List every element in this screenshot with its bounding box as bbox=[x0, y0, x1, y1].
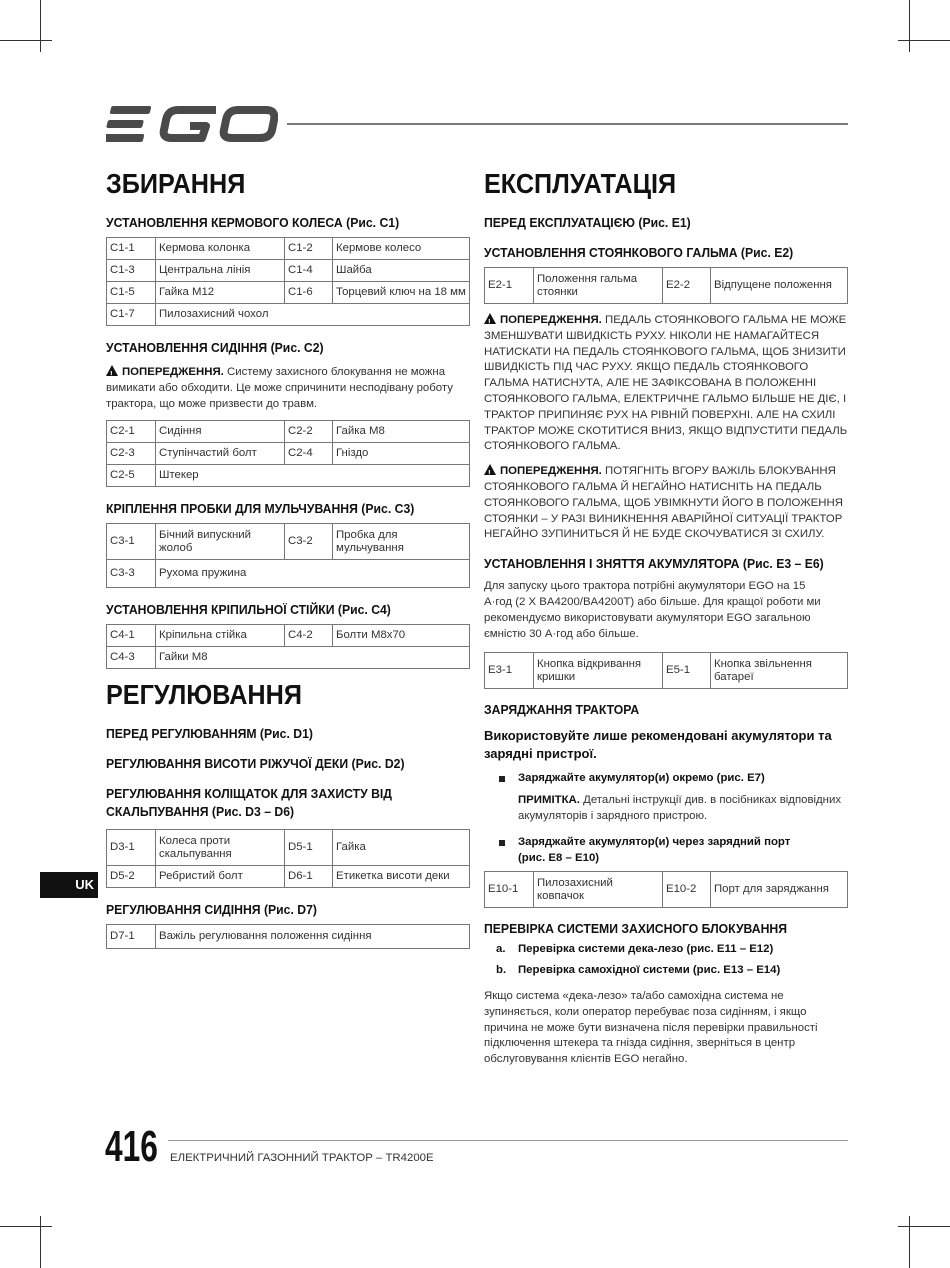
table-e3 bbox=[484, 652, 848, 689]
bullet-text: Заряджайте акумулятор(и) через зарядний порт bbox=[518, 835, 791, 848]
table-cell: Пилозахисний ковпачок bbox=[534, 872, 663, 908]
table-cell: E2-1 bbox=[485, 268, 534, 304]
table-cell: Шайба bbox=[333, 260, 470, 282]
footer-title: ЕЛЕКТРИЧНИЙ ГАЗОННИЙ ТРАКТОР – TR4200E bbox=[170, 1152, 434, 1164]
paragraph-safety-check: Якщо система «дека-лезо» та/або самохідна система не зупиняється, коли оператор перебуває поза сидінням, і якщо причина не може бути визначена після перевірки правильності підключення штекера та гнізда сидіння, зверніться в центр обслуговування клієнтів EGO негайно. bbox=[484, 989, 818, 1066]
heading-d3-line2: СКАЛЬПУВАННЯ (Рис. D3 – D6) bbox=[106, 804, 295, 820]
table-row bbox=[107, 421, 470, 443]
crop-mark bbox=[909, 0, 910, 52]
table-c4 bbox=[106, 624, 470, 669]
warning-text: ПОТЯГНІТЬ ВГОРУ ВАЖІЛЬ БЛОКУВАННЯ СТОЯНКОВОГО ГАЛЬМА Й НЕГАЙНО НАТИСНІТЬ НА ПЕДАЛЬ СТОЯНКОВОГО ГАЛЬМА, ЩОБ УВІМКНУТИ ЙОГО В ПОЛОЖЕННЯ СТОЯНКИ – У РАЗІ ВИНИКНЕННЯ АВАРІЙНОЇ СИТУАЦІЇ ТРАКТОР НЕГАЙНО ЗУПИНИТЬСЯ Й НЕ БУДЕ СКОЧУВАТИСЯ ЗІ СХИЛУ. bbox=[484, 465, 843, 541]
table-cell: D7-1 bbox=[107, 925, 156, 949]
table-cell: C4-3 bbox=[107, 647, 156, 669]
table-cell: C2-1 bbox=[107, 421, 156, 443]
warning-label: ПОПЕРЕДЖЕННЯ. bbox=[500, 314, 602, 326]
table-cell: Гайка M12 bbox=[156, 282, 285, 304]
table-cell: D6-1 bbox=[285, 866, 333, 888]
warning-icon bbox=[484, 464, 496, 475]
table-cell: Ступінчастий болт bbox=[156, 443, 285, 465]
table-cell: Кнопка відкривання кришки bbox=[534, 653, 663, 689]
table-cell: Кермова колонка bbox=[156, 238, 285, 260]
crop-mark bbox=[898, 1226, 950, 1227]
table-cell: Центральна лінія bbox=[156, 260, 285, 282]
paragraph-battery: Для запуску цього трактора потрібні акумулятори EGO на 15 А·год (2 X BA4200/BA4200T) або більше. Для кращої роботи ми рекомендуємо використовувати акумулятори EGO загальною ємністю 30 А·год або більше. bbox=[484, 580, 821, 640]
warning-c2 bbox=[106, 365, 470, 412]
table-cell: Гайки M8 bbox=[156, 647, 470, 669]
table-c2 bbox=[106, 420, 470, 487]
table-cell: E3-1 bbox=[485, 653, 534, 689]
section-title-operation: ЕКСПЛУАТАЦІЯ bbox=[484, 168, 677, 199]
table-cell: Гайка bbox=[333, 830, 470, 866]
table-cell: C3-3 bbox=[107, 560, 156, 588]
check-item-a bbox=[484, 942, 848, 958]
table-row bbox=[107, 647, 470, 669]
warning-text: Систему захисного блокування не можна вимикати або обходити. Це може спричинити несподівану роботу трактора, що може призвести до травм. bbox=[106, 366, 453, 410]
warning-label: ПОПЕРЕДЖЕННЯ. bbox=[122, 366, 224, 378]
table-cell: C3-2 bbox=[285, 524, 333, 560]
table-cell: D3-1 bbox=[107, 830, 156, 866]
table-row bbox=[107, 560, 470, 588]
table-cell: C2-3 bbox=[107, 443, 156, 465]
list-text: Перевірка самохідної системи (рис. E13 – E14) bbox=[518, 964, 781, 977]
table-row bbox=[107, 465, 470, 487]
table-cell: Гайка M8 bbox=[333, 421, 470, 443]
table-cell: Пробка для мульчування bbox=[333, 524, 470, 560]
table-cell: Пилозахисний чохол bbox=[156, 304, 470, 326]
heading-d7: РЕГУЛЮВАННЯ СИДІННЯ (Рис. D7) bbox=[106, 902, 317, 918]
warning-parking-brake bbox=[484, 313, 848, 455]
table-cell: Рухома пружина bbox=[156, 560, 470, 588]
crop-mark bbox=[909, 1216, 910, 1268]
table-row bbox=[107, 830, 470, 866]
heading-charging: ЗАРЯДЖАННЯ ТРАКТОРА bbox=[484, 702, 640, 718]
right-column bbox=[484, 168, 848, 1068]
list-marker: a. bbox=[496, 943, 506, 956]
check-item-b bbox=[484, 963, 848, 979]
table-cell: Штекер bbox=[156, 465, 470, 487]
table-cell: Етикетка висоти деки bbox=[333, 866, 470, 888]
table-cell: Торцевий ключ на 18 мм bbox=[333, 282, 470, 304]
bullet-charge-separately: Заряджайте акумулятор(и) окремо (рис. E7) bbox=[484, 771, 848, 787]
ego-logo bbox=[106, 104, 278, 149]
heading-e3: УСТАНОВЛЕННЯ І ЗНЯТТЯ АКУМУЛЯТОРА (Рис. E3 – E6) bbox=[484, 556, 824, 572]
heading-c2: УСТАНОВЛЕННЯ СИДІННЯ (Рис. C2) bbox=[106, 340, 324, 355]
warning-icon bbox=[106, 365, 118, 376]
heading-e1: ПЕРЕД ЕКСПЛУАТАЦІЄЮ (Рис. E1) bbox=[484, 215, 691, 230]
heading-e2: УСТАНОВЛЕННЯ СТОЯНКОВОГО ГАЛЬМА (Рис. E2) bbox=[484, 245, 794, 260]
table-cell: Кнопка звільнення батареї bbox=[711, 653, 848, 689]
charging-note: Використовуйте лише рекомендовані акумулятори та зарядні пристрої. bbox=[484, 728, 832, 762]
table-cell: C1-3 bbox=[107, 260, 156, 282]
section-title-adjustment: РЕГУЛЮВАННЯ bbox=[106, 679, 302, 711]
note-text: Детальні інструкції див. в посібниках відповідних акумуляторів і зарядного пристрою. bbox=[518, 794, 842, 822]
table-row bbox=[107, 866, 470, 888]
heading-safety-check: ПЕРЕВІРКА СИСТЕМИ ЗАХИСНОГО БЛОКУВАННЯ bbox=[484, 921, 788, 937]
table-row bbox=[107, 238, 470, 260]
table-d3 bbox=[106, 829, 470, 888]
table-d7 bbox=[106, 924, 470, 949]
heading-d2: РЕГУЛЮВАННЯ ВИСОТИ РІЖУЧОЇ ДЕКИ (Рис. D2) bbox=[106, 756, 405, 772]
heading-d3-line1: РЕГУЛЮВАННЯ КОЛІЩАТОК ДЛЯ ЗАХИСТУ ВІД bbox=[106, 786, 393, 802]
table-cell: Кермове колесо bbox=[333, 238, 470, 260]
page-number: 416 bbox=[105, 1122, 158, 1171]
table-row bbox=[107, 524, 470, 560]
table-row bbox=[107, 443, 470, 465]
table-cell: Порт для заряджання bbox=[711, 872, 848, 908]
table-row bbox=[107, 625, 470, 647]
bullet-text: (рис. E8 – E10) bbox=[518, 851, 600, 864]
note-charging bbox=[484, 793, 848, 825]
table-cell: Кріпильна стійка bbox=[156, 625, 285, 647]
table-cell: E10-1 bbox=[485, 872, 534, 908]
table-e10 bbox=[484, 871, 848, 908]
table-row bbox=[485, 872, 848, 908]
table-cell: C1-5 bbox=[107, 282, 156, 304]
warning-text: ПЕДАЛЬ СТОЯНКОВОГО ГАЛЬМА НЕ МОЖЕ ЗМЕНШУВАТИ ШВИДКІСТЬ РУХУ. НІКОЛИ НЕ НАМАГАЙТЕСЯ НАТИСКАТИ НА ПЕДАЛЬ СТОЯНКОВОГО ГАЛЬМА, ЩОБ ЗНИЗИТИ ШВИДКІСТЬ ПІД ЧАС РУХУ. ЯКЩО ПЕДАЛЬ СТОЯНКОВОГО ГАЛЬМА НАТИСНУТА, АЛЕ НЕ ЗАФІКСОВАНА В ПОЛОЖЕННІ СТОЯНКОВОГО ГАЛЬМА, ЕЛЕКТРИЧНЕ ГАЛЬМО БІЛЬШЕ НЕ ДІЄ, І ТРАКТОР ПРИПИНЯЄ РУХ НА РІВНІЙ ПОВЕРХНІ. АЛЕ НА СХИЛІ ТРАКТОР МОЖЕ СКОТИТИСЯ ВНИЗ, ЯКЩО ВІДПУСТИТИ ПЕДАЛЬ СТОЯНКОВОГО ГАЛЬМА. bbox=[484, 314, 848, 453]
crop-mark bbox=[0, 40, 52, 41]
table-cell: C1-4 bbox=[285, 260, 333, 282]
table-cell: C1-1 bbox=[107, 238, 156, 260]
heading-c4: УСТАНОВЛЕННЯ КРІПИЛЬНОЇ СТІЙКИ (Рис. C4) bbox=[106, 602, 391, 618]
table-cell: E10-2 bbox=[663, 872, 711, 908]
bullet-charge-port bbox=[484, 835, 848, 867]
table-cell: Бічний випускний жолоб bbox=[156, 524, 285, 560]
table-cell: Ребристий болт bbox=[156, 866, 285, 888]
table-row bbox=[107, 260, 470, 282]
heading-c1: УСТАНОВЛЕННЯ КЕРМОВОГО КОЛЕСА (Рис. C1) bbox=[106, 215, 400, 230]
table-cell: C2-4 bbox=[285, 443, 333, 465]
warning-icon bbox=[484, 313, 496, 324]
table-e2 bbox=[484, 267, 848, 304]
table-row bbox=[107, 925, 470, 949]
header-rule bbox=[287, 123, 848, 125]
table-cell: D5-2 bbox=[107, 866, 156, 888]
table-cell: Гніздо bbox=[333, 443, 470, 465]
crop-mark bbox=[898, 40, 950, 41]
table-cell: E2-2 bbox=[663, 268, 711, 304]
crop-mark bbox=[40, 0, 41, 52]
crop-mark bbox=[40, 1216, 41, 1268]
table-cell: Важіль регулювання положення сидіння bbox=[156, 925, 470, 949]
table-row bbox=[107, 282, 470, 304]
warning-label: ПОПЕРЕДЖЕННЯ. bbox=[500, 465, 602, 478]
table-cell: C4-2 bbox=[285, 625, 333, 647]
table-cell: C1-7 bbox=[107, 304, 156, 326]
left-column bbox=[106, 168, 470, 949]
footer-rule bbox=[168, 1140, 848, 1141]
list-marker: b. bbox=[496, 964, 507, 977]
table-cell: E5-1 bbox=[663, 653, 711, 689]
table-cell: D5-1 bbox=[285, 830, 333, 866]
table-cell: C3-1 bbox=[107, 524, 156, 560]
table-c1 bbox=[106, 237, 470, 326]
table-cell: C1-2 bbox=[285, 238, 333, 260]
section-title-assembly: ЗБИРАННЯ bbox=[106, 168, 246, 199]
table-cell: C2-2 bbox=[285, 421, 333, 443]
crop-mark bbox=[0, 1226, 52, 1227]
warning-brake-lock bbox=[484, 464, 848, 543]
table-cell: C2-5 bbox=[107, 465, 156, 487]
table-row bbox=[485, 268, 848, 304]
table-cell: Болти M8x70 bbox=[333, 625, 470, 647]
list-text: Перевірка системи дека-лезо (рис. E11 – E12) bbox=[518, 943, 774, 956]
table-row bbox=[107, 304, 470, 326]
heading-d1: ПЕРЕД РЕГУЛЮВАННЯМ (Рис. D1) bbox=[106, 726, 313, 742]
table-cell: Колеса проти скальпування bbox=[156, 830, 285, 866]
table-cell: Сидіння bbox=[156, 421, 285, 443]
table-cell: C1-6 bbox=[285, 282, 333, 304]
table-row bbox=[485, 653, 848, 689]
heading-c3: КРІПЛЕННЯ ПРОБКИ ДЛЯ МУЛЬЧУВАННЯ (Рис. C3) bbox=[106, 501, 415, 517]
table-cell: Положення гальма стоянки bbox=[534, 268, 663, 304]
language-tab: UK bbox=[40, 872, 98, 898]
table-cell: Відпущене положення bbox=[711, 268, 848, 304]
table-c3 bbox=[106, 523, 470, 588]
table-cell: C4-1 bbox=[107, 625, 156, 647]
note-label: ПРИМІТКА. bbox=[518, 794, 580, 807]
